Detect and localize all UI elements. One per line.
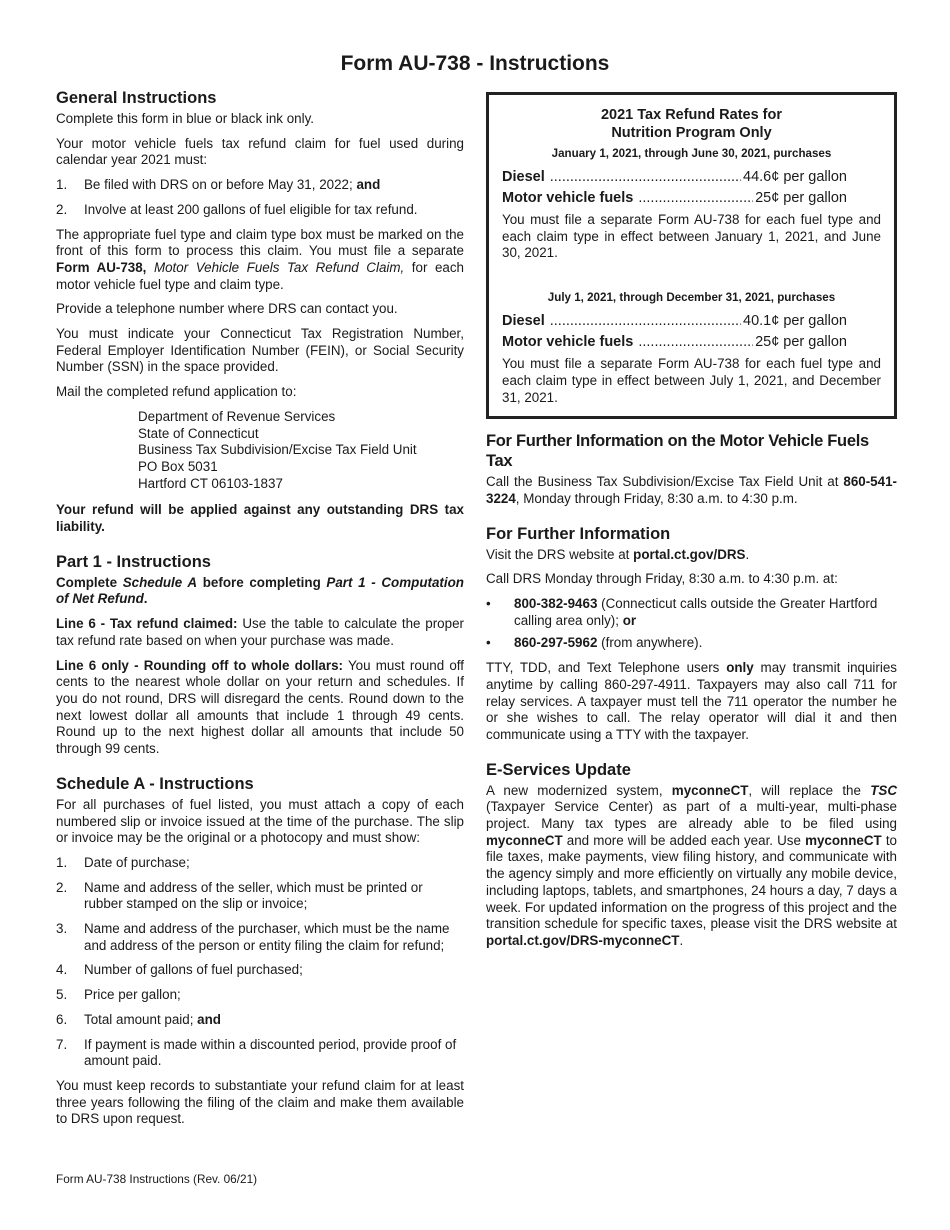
period-note: You must file a separate Form AU-738 for each fuel type and each claim type in effect between January 1, 2021, and June 30, 2021. xyxy=(502,212,881,261)
period-note: You must file a separate Form AU-738 for each fuel type and each claim type in effect between July 1, 2021, and December 31, 2021. xyxy=(502,356,881,405)
list-item: 7. If payment is made within a discounted period, provide proof of amount paid. xyxy=(56,1036,457,1069)
schedule-a-p1: For all purchases of fuel listed, you must attach a copy of each numbered slip or invoice issued at the time of the purchase. The slip or invoice may be the original or a photocopy and must show: xyxy=(56,796,464,846)
rate-row-diesel: Diesel ..... 44.6¢ per gallon xyxy=(502,167,881,188)
list-item: 3. Name and address of the purchaser, which must be the name and address of the person or entity filing the claim for refund; xyxy=(56,921,450,953)
page-title: Form AU-738 - Instructions xyxy=(340,52,610,75)
bullet-icon: • xyxy=(486,635,491,651)
mvft-heading: For Further Information on the Motor Vehicle Fuels Tax xyxy=(486,432,869,471)
period-label: July 1, 2021, through December 31, 2021, purchases xyxy=(547,291,836,305)
leader-dots xyxy=(638,188,753,209)
further-info xyxy=(486,524,897,744)
list-item: • 800-382-9463 (Connecticut calls outside the Greater Hartford calling area only); or xyxy=(486,596,878,628)
page-footer: Form AU-738 Instructions (Rev. 06/21) xyxy=(56,1172,258,1186)
general-p3: The appropriate fuel type and claim type box must be marked on the front of this form to process this claim. You must file a separate Form AU-738, Motor Vehicle Fuels Tax Refund Claim, for each motor vehicle fuel type and claim type. xyxy=(56,226,464,292)
list-item: 4. Number of gallons of fuel purchased; xyxy=(56,962,303,978)
rates-title-line2: Nutrition Program Only xyxy=(611,125,772,141)
schedule-a-heading: Schedule A - Instructions xyxy=(56,774,254,793)
general-p1: Complete this form in blue or black ink only. xyxy=(56,111,315,126)
eservices-update xyxy=(486,760,897,950)
list-item: 5. Price per gallon; xyxy=(56,987,181,1003)
list-item: 1. Date of purchase; xyxy=(56,854,190,870)
leader-dots xyxy=(638,332,753,353)
mvft-info xyxy=(486,431,897,507)
general-instructions xyxy=(56,88,464,536)
further-p1: Visit the DRS website at portal.ct.gov/DRS. xyxy=(486,546,750,562)
schedule-a-list xyxy=(56,855,464,1070)
part1-p1: Complete Schedule A before completing Part 1 - Computation of Net Refund. xyxy=(56,574,464,607)
general-p2: Your motor vehicle fuels tax refund claim for fuel used during calendar year 2021 must: xyxy=(56,135,464,168)
general-list xyxy=(56,177,464,218)
general-p6: Mail the completed refund application to: xyxy=(56,384,297,400)
part1-p2: Line 6 - Tax refund claimed: Use the table to calculate the proper tax refund rate based on when your purchase was made. xyxy=(56,616,464,648)
list-item: • 860-297-5962 (from anywhere). xyxy=(486,635,703,651)
rate-row-motor-vehicle-fuels: Motor vehicle fuels ..... 25¢ per gallon xyxy=(502,188,881,209)
list-item: 2. Name and address of the seller, which must be printed or rubber stamped on the slip or invoice; xyxy=(56,879,423,912)
list-item: 6. Total amount paid; and xyxy=(56,1011,221,1027)
further-heading: For Further Information xyxy=(486,524,671,543)
eservices-heading: E-Services Update xyxy=(486,760,631,779)
period-label: January 1, 2021, through June 30, 2021, purchases xyxy=(551,147,832,160)
mailing-address: Department of Revenue Services State of Connecticut Business Tax Subdivision/Excise Tax Field Unit PO Box 5031 Hartford CT 06103-1837 xyxy=(138,408,417,491)
bullet-icon: • xyxy=(486,596,491,612)
part1-heading: Part 1 - Instructions xyxy=(56,552,211,571)
part1-instructions xyxy=(56,552,464,758)
leader-dots xyxy=(550,311,741,332)
general-p5: You must indicate your Connecticut Tax Registration Number, Federal Employer Identification Number (FEIN), or Social Security Number (SSN) in the space provided. xyxy=(56,326,464,375)
general-heading: General Instructions xyxy=(56,89,217,107)
eservices-p: A new modernized system, myconneCT, will replace the TSC (Taxpayer Service Center) as part of a multi-year, multi-phase project. Many tax types are already able to be filed using myconneCT and more will be added each year. Use myconneCT to file taxes, make payments, view filing history, and communicate with the agency simply and more efficiently on virtually any mobile device, including laptops, tablets, and smartphones, 24 hours a day, 7 days a week. For updated information on the progress of this project and the transition schedule for specific taxes, please visit the DRS website at portal.ct.gov/DRS-myconneCT. xyxy=(486,782,897,948)
further-p3: TTY, TDD, and Text Telephone users only may transmit inquiries anytime by calling 860-297-4911. Taxpayers may also call 711 for relay services. A taxpayer must tell the 711 operator the number he or she wishes to call. The relay operator will dial it and then communicate using a TTY with the taxpayer. xyxy=(486,660,897,742)
left-column xyxy=(56,88,464,1136)
tax-refund-rates-box xyxy=(486,92,897,419)
schedule-a-p2: You must keep records to substantiate your refund claim for at least three years following the filing of the claim and make them available to DRS upon request. xyxy=(56,1077,464,1127)
list-item: 2. Involve at least 200 gallons of fuel eligible for tax refund. xyxy=(56,201,418,217)
leader-dots xyxy=(550,167,741,188)
list-item: 1. Be filed with DRS on or before May 31, 2022; and xyxy=(56,177,381,193)
phone-list xyxy=(486,596,897,652)
mvft-p: Call the Business Tax Subdivision/Excise Tax Field Unit at 860-541-3224, Monday through Friday, 8:30 a.m. to 4:30 p.m. xyxy=(486,474,897,506)
myconnect-website-link[interactable]: portal.ct.gov/DRS-myconneCT xyxy=(486,932,680,948)
general-p7: Your refund will be applied against any outstanding DRS tax liability. xyxy=(56,502,464,535)
drs-website-link[interactable]: portal.ct.gov/DRS xyxy=(633,546,746,562)
general-p4: Provide a telephone number where DRS can contact you. xyxy=(56,301,398,317)
right-column xyxy=(486,92,897,958)
rate-row-motor-vehicle-fuels: Motor vehicle fuels ..... 25¢ per gallon xyxy=(502,332,881,353)
further-p2: Call DRS Monday through Friday, 8:30 a.m. to 4:30 p.m. at: xyxy=(486,571,838,587)
part1-p3: Line 6 only - Rounding off to whole dollars: You must round off cents to the nearest whole dollar on your return and schedules. If you do not round, DRS will disregard the cents. Round down to the next lowest dollar all amounts that include 1 through 49 cents. Round up to the next highest dollar all amounts that include 50 through 99 cents. xyxy=(56,657,465,757)
rate-row-diesel: Diesel ..... 40.1¢ per gallon xyxy=(502,311,881,332)
schedule-a-instructions xyxy=(56,774,464,1128)
rates-title-line1: 2021 Tax Refund Rates for xyxy=(600,107,783,123)
